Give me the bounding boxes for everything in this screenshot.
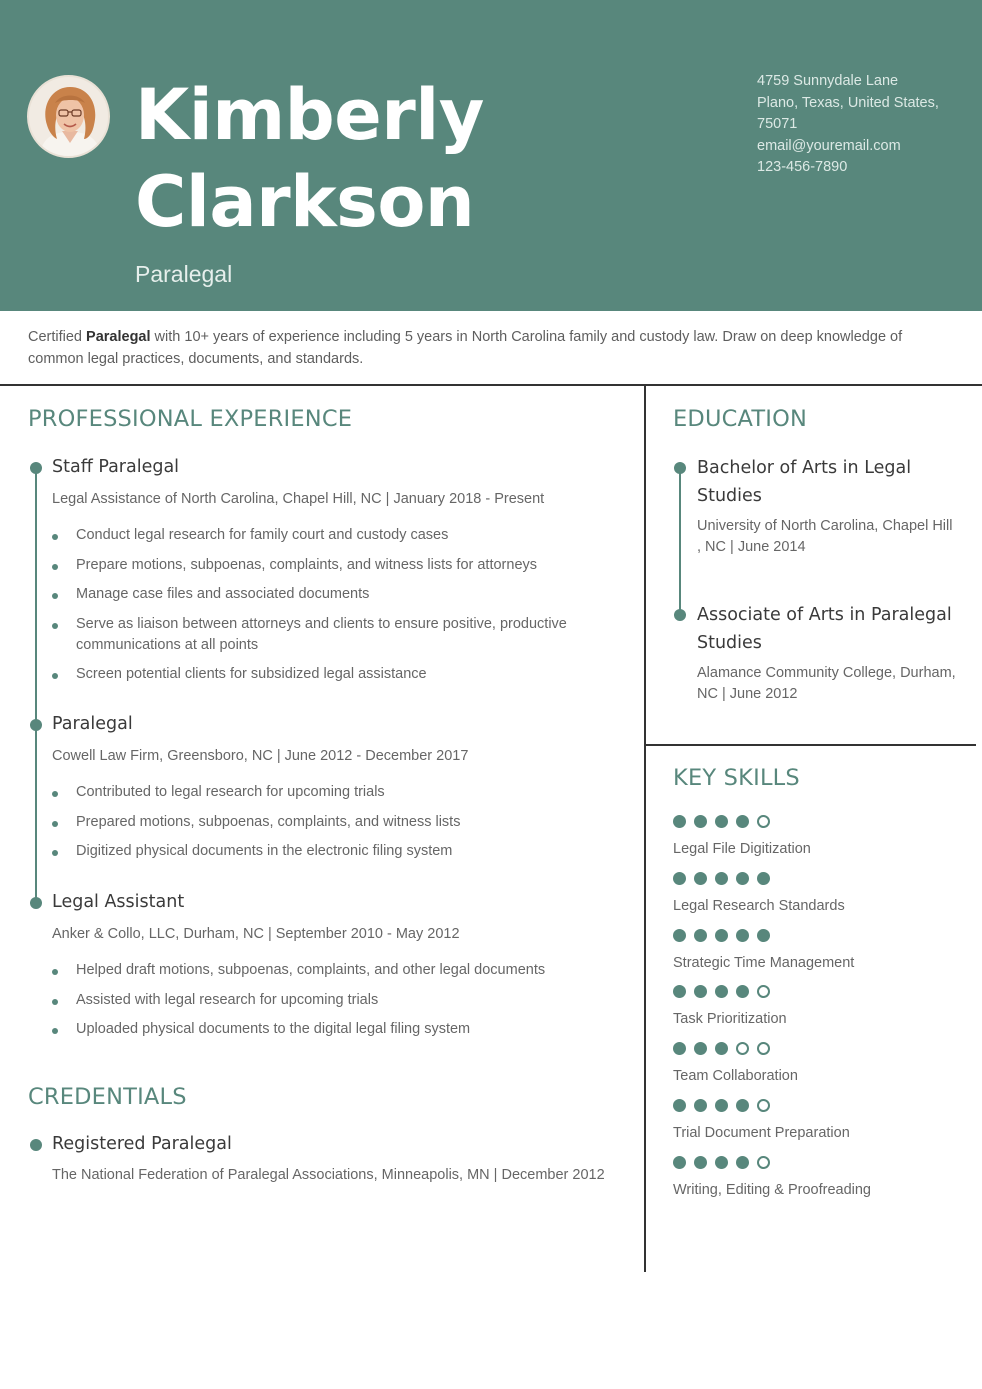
timeline-node [30,719,42,731]
rating-dot-filled [715,1156,728,1169]
rating-dot-filled [736,929,749,942]
candidate-title: Paralegal [135,261,233,287]
header-banner [0,0,982,311]
skill-rating [673,1099,963,1112]
skill-rating [673,1156,963,1169]
job-title: Paralegal [52,714,133,734]
rating-dot-filled [673,985,686,998]
timeline-node [30,462,42,474]
summary-bold: Paralegal [86,329,151,345]
address-zip: 75071 [757,116,798,132]
rating-dot-filled [673,1042,686,1055]
timeline-node [674,609,686,621]
list-item: Digitized physical documents in the electronic filing system [52,841,572,862]
rating-dot-filled [673,1156,686,1169]
job-meta: Cowell Law Firm, Greensboro, NC | June 2012 - December 2017 [52,748,469,764]
skill-item [673,815,963,858]
experience-heading: PROFESSIONAL EXPERIENCE [28,406,353,432]
skill-rating [673,1042,963,1055]
rating-dot-filled [715,929,728,942]
rating-dot-empty [757,985,770,998]
degree-meta: Alamance Community College, Durham, NC | June 2012 [697,665,956,702]
list-item: Manage case files and associated documents [52,584,572,605]
skill-rating [673,815,963,828]
skill-rating [673,929,963,942]
summary-prefix: Certified [28,329,87,345]
list-item: Uploaded physical documents to the digital legal filing system [52,1019,572,1040]
degree-title: Bachelor of Arts in Legal Studies [697,458,912,506]
list-item: Helped draft motions, subpoenas, complaints, and other legal documents [52,960,572,981]
job-title: Staff Paralegal [52,457,180,477]
rating-dot-empty [757,815,770,828]
rating-dot-filled [736,985,749,998]
rating-dot-empty [757,1099,770,1112]
candidate-name [135,72,484,246]
skill-item [673,1156,963,1199]
rating-dot-filled [694,929,707,942]
rating-dot-filled [736,1099,749,1112]
email-link[interactable]: email@youremail.com [757,137,901,154]
rating-dot-filled [715,985,728,998]
degree-meta: University of North Carolina, Chapel Hill , NC | June 2014 [697,518,953,555]
list-item: Screen potential clients for subsidized legal assistance [52,664,572,685]
rating-dot-filled [715,872,728,885]
skill-name: Legal File Digitization [673,841,811,857]
skill-rating [673,872,963,885]
rating-dot-filled [694,985,707,998]
rating-dot-empty [757,1156,770,1169]
rating-dot-filled [715,815,728,828]
first-name: Kimberly [135,74,484,156]
rating-dot-filled [673,815,686,828]
address-line-2: Plano, Texas, United States, [757,94,939,111]
skill-item [673,929,963,972]
profile-photo [29,77,110,158]
divider-right-column [645,744,976,746]
rating-dot-filled [694,872,707,885]
skill-item [673,985,963,1028]
skill-name: Legal Research Standards [673,897,845,914]
job-bullets [52,782,572,871]
job-title: Legal Assistant [52,892,185,912]
rating-dot-filled [694,1099,707,1112]
phone-number: 123-456-7890 [757,159,848,175]
rating-dot-empty [736,1042,749,1055]
rating-dot-filled [673,929,686,942]
rating-dot-filled [757,929,770,942]
timeline-node [674,462,686,474]
rating-dot-filled [694,1156,707,1169]
skill-name: Task Prioritization [673,1011,787,1028]
skill-item [673,872,963,915]
credentials-heading: CREDENTIALS [28,1084,187,1110]
rating-dot-filled [736,872,749,885]
rating-dot-filled [757,872,770,885]
education-heading: EDUCATION [673,406,808,432]
address-line-1: 4759 Sunnydale Lane [757,73,899,89]
rating-dot-filled [736,1156,749,1169]
credential-title: Registered Paralegal [52,1134,232,1154]
skill-item [673,1099,963,1142]
rating-dot-filled [694,815,707,828]
list-item: Contributed to legal research for upcoming trials [52,782,572,803]
skill-item [673,1042,963,1085]
skills-heading: KEY SKILLS [673,765,800,791]
skill-name: Team Collaboration [673,1068,798,1085]
rating-dot-filled [673,1099,686,1112]
job-bullets [52,960,572,1049]
skill-name: Strategic Time Management [673,954,855,971]
skill-name: Trial Document Preparation [673,1125,850,1141]
degree-title: Associate of Arts in Paralegal Studies [697,605,952,653]
job-bullets [52,525,572,694]
divider-horizontal [0,384,982,386]
timeline-node [30,897,42,909]
credential-meta: The National Federation of Paralegal Associations, Minneapolis, MN | December 2012 [52,1167,605,1183]
skill-name: Writing, Editing & Proofreading [673,1181,872,1198]
rating-dot-filled [715,1099,728,1112]
list-item: Prepare motions, subpoenas, complaints, and witness lists for attorneys [52,555,572,576]
job-meta: Legal Assistance of North Carolina, Chapel Hill, NC | January 2018 - Present [52,491,545,507]
rating-dot-empty [757,1042,770,1055]
rating-dot-filled [694,1042,707,1055]
list-item: Conduct legal research for family court and custody cases [52,525,572,546]
list-item: Prepared motions, subpoenas, complaints, and witness lists [52,812,572,833]
experience-timeline [35,468,37,903]
avatar [27,75,110,158]
rating-dot-filled [715,1042,728,1055]
timeline-node [30,1139,42,1151]
profile-summary [28,326,958,370]
rating-dot-filled [673,872,686,885]
skill-rating [673,985,963,998]
job-meta: Anker & Collo, LLC, Durham, NC | September 2010 - May 2012 [52,926,460,942]
list-item: Serve as liaison between attorneys and clients to ensure positive, productive communications at all points [52,614,572,656]
last-name: Clarkson [135,161,475,243]
education-timeline [679,468,681,615]
divider-vertical [644,385,646,1272]
contact-block [757,71,957,179]
rating-dot-filled [736,815,749,828]
list-item: Assisted with legal research for upcoming trials [52,990,572,1011]
summary-rest: with 10+ years of experience including 5 years in North Carolina family and custody law. Draw on deep knowledge of common legal practices, documents, and standards. [28,329,903,367]
